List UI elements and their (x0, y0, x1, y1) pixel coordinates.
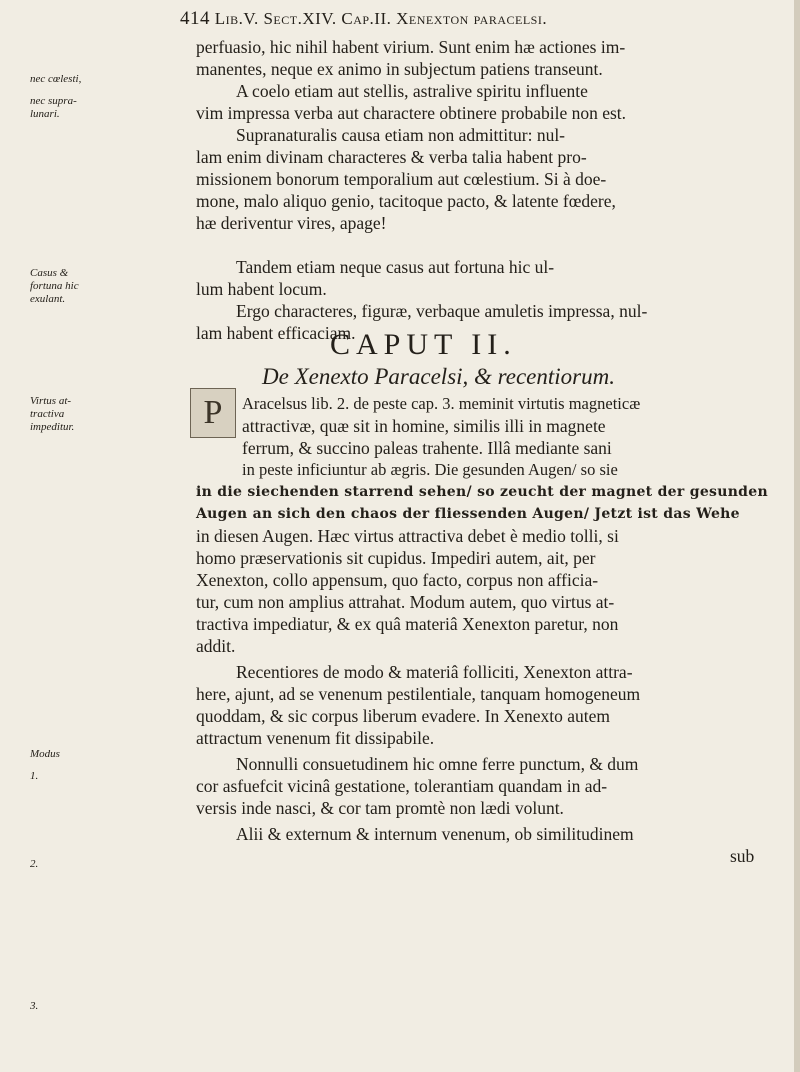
text-line: missionem bonorum temporalium aut cœlestium. Si à doe- (196, 169, 607, 189)
chapter-heading: CAPUT II. (330, 328, 517, 361)
text-line: Augen an sich den chaos der fliessenden Augen/ Jetzt ist das Wehe (196, 506, 740, 522)
text-line: quoddam, & sic corpus liberum evadere. In Xenexto autem (196, 706, 611, 726)
text-line: here, ajunt, ad se venenum pestilentiale, tanquam homogeneum (196, 684, 641, 704)
running-header (180, 8, 800, 30)
text-line: lam enim divinam characteres & verba talia habent pro- (196, 147, 587, 167)
text-line: Nonnulli consuetudinem hic omne ferre punctum, & dum (236, 754, 639, 774)
text-line: tractiva impediatur, & ex quâ materiâ Xenexton paretur, non (196, 614, 619, 634)
text-line: in die siechenden starrend sehen/ so zeucht der magnet der gesunden (196, 484, 768, 500)
text-line: Aracelsus lib. 2. de peste cap. 3. meminit virtutis magneticæ (242, 394, 641, 413)
text-line: addit. (196, 636, 236, 656)
text-line: versis inde nasci, & cor tam promtè non lædi volunt. (196, 798, 564, 818)
margin-note: Casus & (30, 267, 69, 279)
running-title: Lib.V. Sect.XIV. Cap.II. Xenexton paracelsi. (214, 9, 548, 28)
chapter-subtitle: De Xenexto Paracelsi, & recentiorum. (262, 364, 615, 389)
text-line: Alii & externum & internum venenum, ob similitudinem (236, 824, 634, 844)
margin-note: Virtus at- (30, 395, 72, 407)
text-line: in diesen Augen. Hæc virtus attractiva debet è medio tolli, si (196, 526, 619, 546)
text-line: lam habent efficaciam. (196, 323, 356, 343)
text-line: tur, cum non amplius attrahat. Modum autem, quo virtus at- (196, 592, 615, 612)
margin-note: impeditur. (30, 421, 75, 433)
text-line: vim impressa verba aut charactere obtinere probabile non est. (196, 103, 627, 123)
margin-note: nec supra- (30, 95, 77, 107)
text-line: homo præservationis sit cupidus. Impediri autem, ait, per (196, 548, 596, 568)
margin-note: 3. (30, 1000, 39, 1012)
text-line: manentes, neque ex animo in subjectum patiens transeunt. (196, 59, 603, 79)
margin-note: lunari. (30, 108, 60, 120)
text-line: hæ deriventur vires, apage! (196, 213, 387, 233)
initial-letter: P (203, 394, 223, 431)
text-line: mone, malo aliquo genio, tacitoque pacto, & latente fœdere, (196, 191, 616, 211)
page-number: 414 (180, 8, 210, 29)
text-line: Supranaturalis causa etiam non admittitur: nul- (236, 125, 566, 145)
page-edge (794, 0, 800, 1072)
margin-note: tractiva (30, 408, 65, 420)
text-line: ferrum, & succino paleas trahente. Illâ mediante sani (242, 438, 612, 458)
margin-note: exulant. (30, 293, 66, 305)
text-line: perfuasio, hic nihil habent virium. Sunt enim hæ actiones im- (196, 37, 626, 57)
text-line: lum habent locum. (196, 279, 327, 299)
text-line: in peste inficiuntur ab ægris. Die gesunden Augen/ so sie (242, 460, 618, 479)
margin-note: fortuna hic (30, 280, 79, 292)
margin-note: Modus (30, 748, 60, 760)
text-line: A coelo etiam aut stellis, astralive spiritu influente (236, 81, 588, 101)
margin-note: 2. (30, 858, 39, 870)
text-line: Xenexton, collo appensum, quo facto, corpus non afficia- (196, 570, 599, 590)
text-line: attractum venenum fit dissipabile. (196, 728, 435, 748)
margin-note: 1. (30, 770, 39, 782)
margin-note: nec cœlesti, (30, 73, 82, 85)
decorated-initial (190, 388, 236, 438)
text-line: cor asfuefcit vicinâ gestatione, tolerantiam quandam in ad- (196, 776, 608, 796)
catchword: sub (730, 846, 755, 866)
text-line: attractivæ, quæ sit in homine, similis illi in magnete (242, 416, 606, 436)
text-line: Tandem etiam neque casus aut fortuna hic ul- (236, 257, 555, 277)
text-line: Ergo characteres, figuræ, verbaque amuletis impressa, nul- (236, 301, 648, 321)
text-line: Recentiores de modo & materiâ folliciti, Xenexton attra- (236, 662, 633, 682)
